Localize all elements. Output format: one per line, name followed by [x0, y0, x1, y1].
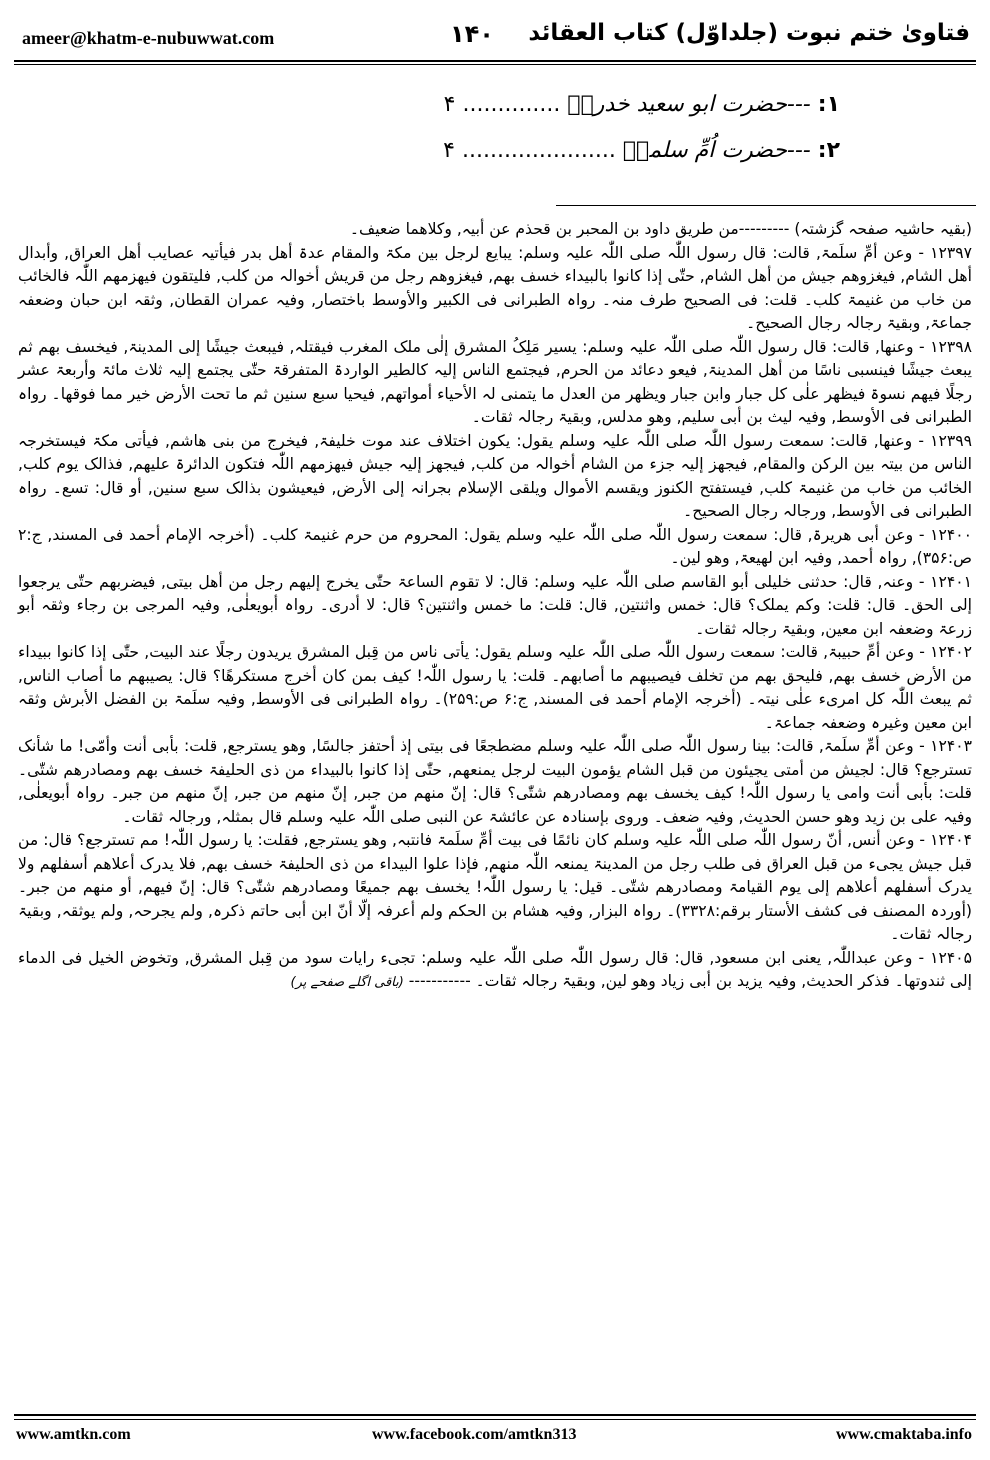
narrator-number: ۱:: [817, 92, 840, 117]
footer-divider-thin: [14, 1419, 976, 1420]
narrator-line: [320, 92, 840, 138]
narrator-line: [320, 138, 840, 184]
hadith-12405: [18, 947, 972, 995]
leader-dots: ..............: [462, 92, 561, 117]
hadith-12398: ۱۲۳۹۸ - وعنھا, قالت: قال رسول اللّٰہ صلی اللّٰہ علیہ وسلم: یسیر مَلِکُ المشرق إلٰی ملک المغرب فیقتلہ, فیبعث جیشًا إلی المدینۃ, فیخسف بھم ثم یبعث جیشًا فینسبی ناسًا من أھل المدینۃ, فیعو دعائد من الحرم, فیجتمع الناس إلیہ کالطیر الواردۃ المتفرقۃ حتّٰی یجتمع إلیہ ثلاث مائۃ وأربعۃ عشر رجلًا فیھم نسوۃ فیظھر علٰی کل جبار وابن جبار ویظھر من العدل ما یتمنی لہ الأحیاء أمواتھم, فیحیا سبع سنین ثم ما تحت الأرض خیر مما فوقھا۔ رواہ الطبرانی فی الأوسط, وفیہ لیث بن أبی سلیم, وھو مدلس, وبقیۃ رجالہ ثقات۔: [18, 337, 972, 426]
hadith-12399: ۱۲۳۹۹ - وعنھا, قالت: سمعت رسول اللّٰہ صلی اللّٰہ علیہ وسلم یقول: یکون اختلاف عند موت خلیفۃ, فیخرج من بنی ھاشم, فیأتی مکۃ فیستخرجہ الناس من بیتہ بین الرکن والمقام, فیجھز إلیہ جزء من الشام أخوالہ من کلب, فیجھز إلیہ جیش فیھزمھم اللّٰہ فتکون الدائرۃ علیھم, فذالک یوم کلب, الخائب من خاب من غنیمۃ کلب, فیستفتح الکنوز ویقسم الأموال ویلقی الإسلام بجرانہ إلی الأرض, فیعیشون بذالک سبع سنین, أو قال: تسع۔ رواہ الطبرانی فی الأوسط, ورجالہ رجال الصحیح۔: [18, 431, 972, 520]
footer-divider: [14, 1414, 976, 1416]
book-title: فتاویٰ ختم نبوت (جلداوّل) کتاب العقائد: [528, 20, 970, 46]
page-header: [14, 14, 976, 58]
footnote-rule: [556, 205, 976, 206]
footer-link-amtkn[interactable]: www.amtkn.com: [16, 1426, 131, 1443]
hadith-12402: ۱۲۴۰۲ - وعن أمِّ حبیبۃ, قالت: سمعت رسول اللّٰہ صلی اللّٰہ علیہ وسلم یقول: یأتی ناس من قِبل المشرق یریدون رجلًا عند البیت, حتّٰی إذا کانوا ببیداء من الأرض خسف بھم, فلیحق بھم من تخلف فیصیبھم ما أصابھم۔ قلت: یا رسول اللّٰہ! کیف بمن کان أخرج مستکرھًا؟ قال: یصیبھم ما أصاب الناس, ثم یبعث اللّٰہ کل امریء علٰی نیتہ۔ (أخرجہ الإمام أحمد فی المسند, ج:۶ ص:۲۵۹)۔ رواہ الطبرانی فی الأوسط, وفیہ سلَمۃ بن الفضل الأبرش وثقہ ابن معین وغیرہ وضعفہ جماعۃ۔: [18, 643, 972, 732]
footnote-continuation: (بقیہ حاشیہ صفحہ گزشتہ) ---------من طریق داود بن المحبر بن قحذم عن أبیہ, وکلاھما ضعیف۔: [349, 220, 972, 238]
hadith-12397: ۱۲۳۹۷ - وعن أمِّ سلَمۃ, قالت: قال رسول اللّٰہ صلی اللّٰہ علیہ وسلم: یبایع لرجل بین مکۃ والمقام عدۃ أھل بدر فیأتیہ عصایب أھل العراق, وأبدال أھل الشام, فیغزوھم جیش من أھل الشام, حتّٰی إذا کانوا بالبیداء خسف بھم, فیغزوھم رجل من قریش أخوالہ من کلب, فلیتقون فیھزمھم اللّٰہ فالخائب من خاب من غنیمۃ کلب۔ قلت: فی الصحیح طرف منہ۔ رواہ الطبرانی فی الکبیر والأوسط باختصار, وفیہ عمران القطان, وثقہ ابن حبان وضعفہ جماعۃ, وبقیۃ رجالہ رجال الصحیح۔: [18, 243, 972, 332]
hadith-12403: ۱۲۴۰۳ - وعن أمِّ سلَمۃ, قالت: بینا رسول اللّٰہ صلی اللّٰہ علیہ وسلم مضطجعًا فی بیتی إذ أحتفز جالسًا, وھو یسترجع, قلت: بأبی أنت وأمّی! ما شأنک تسترجع؟ قال: لجیش من أمتی یجیئون من قبل الشام یؤمون البیت لرجل یمنعھم, حتّٰی إذا کانوا بالبیداء من ذی الحلیفۃ خسف بھم ومصادرھم شتّٰی۔ قلت: بأبی أنت وامی یا رسول اللّٰہ! کیف یخسف بھم ومصادرھم شتّٰی؟ قال: إنّ منھم من جبر, إنّ منھم من جبر, إنّ منھم من جبر۔ رواہ أبویعلٰی, وفیہ علی بن زید وھو حسن الحدیث, وفیہ ضعف۔ وروی بإسنادہ عن عائشۃ عن النبی صلی اللّٰہ علیہ وسلم قال بمثلہ, ورجالہ ثقات۔: [18, 737, 972, 826]
hadith-text: [18, 218, 972, 995]
narrators-list: [320, 92, 840, 184]
hadith-12400: ۱۲۴۰۰ - وعن أبی ھریرۃ, قال: سمعت رسول اللّٰہ صلی اللّٰہ علیہ وسلم یقول: المحروم من حرم غنیمۃ کلب۔ (أخرجہ الإمام أحمد فی المسند, ج:۲ ص:۳۵۶), رواہ أحمد, وفیہ ابن لھیعۃ, وھو لین۔: [18, 525, 972, 567]
hadith-12405-text: ۱۲۴۰۵ - وعن عبداللّٰہ, یعنی ابن مسعود, قال: قال رسول اللّٰہ صلی اللّٰہ علیہ وسلم: تجیء رایات سود من قِبل المشرق, وتخوض الخیل فی الدماء إلی ثندوتھا۔ فذکر الحدیث, وفیہ یزید بن أبی زیاد وھو لین, وبقیۃ رجالہ ثقات۔ -----------: [18, 948, 972, 990]
hadith-12404: ۱۲۴۰۴ - وعن أنس, أنّ رسول اللّٰہ صلی اللّٰہ علیہ وسلم کان نائمًا فی بیت أمِّ سلَمۃ فانتبہ, وھو یسترجع, فقلت: یا رسول اللّٰہ! مم تسترجع؟ قال: من قبل جیش یجیء من قبل العراق فی طلب رجل من المدینۃ یمنعہ اللّٰہ منھم, فإذا علوا البیداء من ذی الحلیفۃ خسف بھم, فلا یدرک أعلاھم أسفلھم ولا یدرک أسفلھم أعلاھم إلی یوم القیامۃ ومصادرھم شتّٰی۔ قیل: یا رسول اللّٰہ! یخسف بھم جمیعًا ومصادرھم شتّٰی؟ قال: إنّ فیھم, أو منھم من جبر۔ (أوردہ المصنف فی کشف الأستار برقم:۳۳۲۸)۔ رواہ البزار, وفیہ ھشام بن الحکم ولم أعرفہ إلّا أنّ ابن أبی حاتم ذکرہ, ولم یجرحہ, ولم یوثقہ, وبقیۃ رجالہ ثقات۔: [18, 831, 972, 943]
narrator-count: ۴: [443, 92, 456, 117]
page-number: ۱۴۰: [450, 20, 494, 48]
header-divider: [14, 60, 976, 62]
narrator-count: ۴: [443, 138, 455, 163]
header-email[interactable]: ameer@khatm-e-nubuwwat.com: [22, 28, 275, 48]
continued-note: (باقی اگلے صفحے پر): [290, 975, 404, 990]
leader-dots: ......................: [461, 138, 616, 163]
header-divider-thin: [14, 64, 976, 65]
narrator-name: ---حضرت ابو سعید خدریؓ: [567, 92, 811, 117]
footer-link-facebook[interactable]: www.facebook.com/amtkn313: [372, 1426, 577, 1443]
hadith-12401: ۱۲۴۰۱ - وعنہ, قال: حدثنی خلیلی أبو القاسم صلی اللّٰہ علیہ وسلم: قال: لا تقوم الساعۃ حتّٰی یخرج إلیھم رجل من أھل بیتی, فیضربھم حتّٰی یرجعوا إلی الحق۔ قال: قلت: وکم یملک؟ قال: خمس واثنتین, قال: قلت: ما خمس واثنتین؟ قال: لا أدری۔ رواہ أبویعلٰی, وفیہ المرجی بن رجاء وثقہ أبو زرعۃ وضعفہ ابن معین, وبقیۃ رجالہ ثقات۔: [18, 572, 972, 638]
narrator-name: ---حضرت اُمِّ سلمہؓ: [622, 138, 811, 163]
narrator-number: ۲:: [817, 138, 840, 163]
footer-link-cmaktaba[interactable]: www.cmaktaba.info: [835, 1426, 972, 1443]
